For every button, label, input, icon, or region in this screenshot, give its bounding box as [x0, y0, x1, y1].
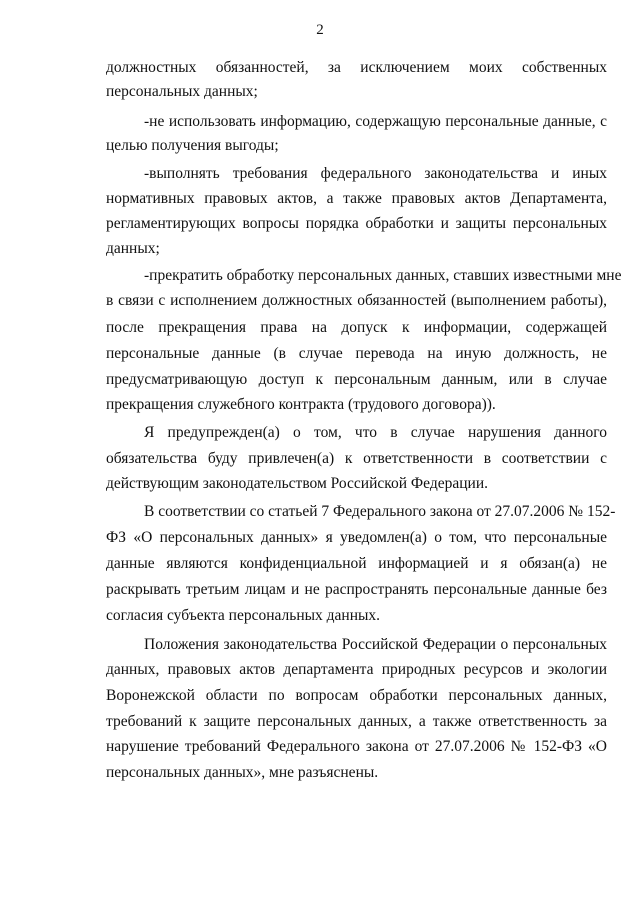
text-line: персональные данные (в случае перевода на иную должность, не [106, 345, 607, 362]
text-line: данные являются конфиденциальной информацией и я обязан(а) не [106, 555, 607, 572]
text-line: Я предупрежден(а) о том, что в случае нарушения данного [144, 424, 607, 441]
text-line: нормативных правовых актов, а также правовых актов Департамента, [106, 190, 607, 207]
text-line: данных, правовых актов департамента природных ресурсов и экологии [106, 661, 607, 678]
text-line: персональных данных», мне разъяснены. [106, 764, 379, 781]
text-line: обязательства буду привлечен(а) к ответственности в соответствии с [106, 450, 607, 467]
text-line: предусматривающую доступ к персональным данным, или в случае [106, 371, 607, 388]
text-line: В соответствии со статьей 7 Федерального закона от 27.07.2006 № 152- [144, 503, 616, 520]
text-line: -выполнять требования федерального законодательства и иных [144, 165, 607, 182]
text-line: нарушение требований Федерального закона от 27.07.2006 № 152-ФЗ «О [106, 738, 607, 755]
text-line: согласия субъекта персональных данных. [106, 607, 381, 624]
text-line: данных; [106, 240, 160, 257]
text-line: ФЗ «О персональных данных» я уведомлен(а) о том, что персональные [106, 529, 607, 546]
text-line: -не использовать информацию, содержащую персональные данные, с [144, 113, 607, 130]
text-line: раскрывать третьим лицам и не распространять персональные данные без [106, 581, 607, 598]
text-line: прекращения служебного контракта (трудового договора)). [106, 396, 496, 413]
text-line: должностных обязанностей, за исключением моих собственных [106, 59, 607, 76]
text-line: после прекращения права на допуск к информации, содержащей [106, 319, 607, 336]
text-line: целью получения выгоды; [106, 137, 279, 154]
text-line: -прекратить обработку персональных данных, ставших известными мне [144, 267, 622, 284]
text-line: персональных данных; [106, 83, 258, 100]
text-line: Воронежской области по вопросам обработки персональных данных, [106, 687, 607, 704]
page-number: 2 [316, 22, 324, 38]
text-line: действующим законодательством Российской Федерации. [106, 475, 489, 492]
text-line: требований к защите персональных данных, а также ответственность за [106, 713, 607, 730]
text-line: в связи с исполнением должностных обязанностей (выполнением работы), [106, 292, 607, 309]
text-line: регламентирующих вопросы порядка обработки и защиты персональных [106, 215, 607, 232]
text-line: Положения законодательства Российской Федерации о персональных [144, 636, 607, 653]
